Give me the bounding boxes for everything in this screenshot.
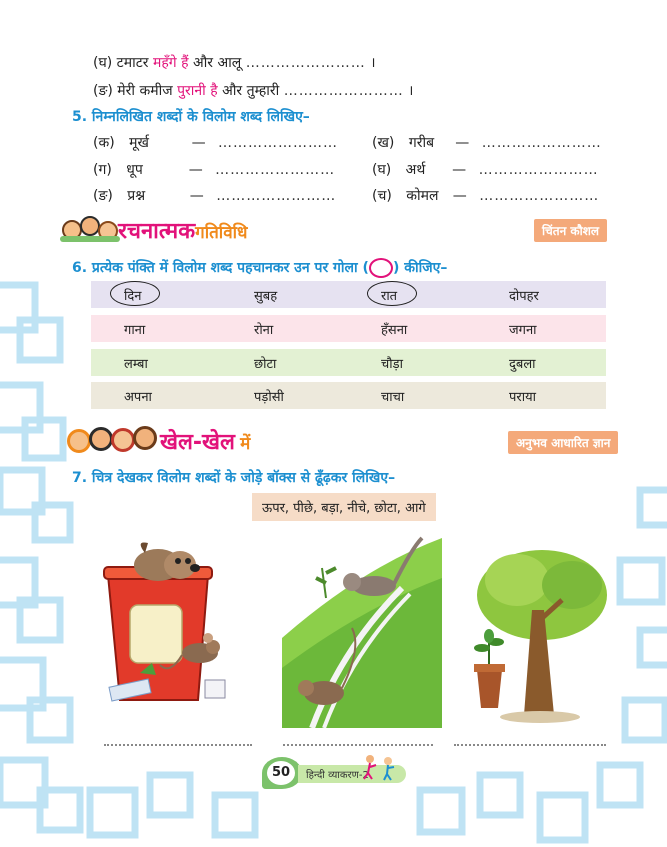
children-faces-illustration [65,423,155,453]
answer-blank[interactable]: …………………… [479,188,600,204]
q6-row [91,382,606,409]
q5-item-ga [93,160,335,179]
q6-word[interactable]: पड़ोसी [254,390,284,405]
q6-word[interactable]: पराया [509,390,536,405]
item-label: (ङ) [93,188,113,204]
q5-item-ka [93,133,338,152]
creative-activity-banner [118,215,248,245]
item-label: (घ) [372,162,392,178]
item-label: (घ) [93,55,113,71]
answer-blank[interactable]: …………………… [283,83,404,99]
q7-heading: 7. चित्र देखकर विलोम शब्दों के जोड़े बॉक्स से ढूँढ़कर लिखिए– [72,470,396,486]
dog-in-bucket-illustration [100,535,250,715]
q6-row [91,349,606,376]
play-learn-banner [160,426,250,456]
dash: — [188,162,203,178]
item-highlight: पुरानी है [177,83,218,99]
answer-line-1[interactable] [104,744,252,746]
q6-heading-end: ) कीजिए– [392,260,448,276]
banner-title: रचनात्मक [118,219,196,244]
item-label: (च) [372,188,392,204]
item-word: कोमल [406,188,439,204]
item-text: मेरी कमीज [117,83,173,99]
full-stop: । [408,83,414,99]
cat-mouse-slope-illustration [282,528,442,728]
dash: — [191,135,206,151]
item-text: और आलू [192,55,242,71]
item-word: गरीब [408,135,435,151]
q6-word[interactable]: सुबह [254,289,278,304]
answer-blank[interactable]: …………………… [481,135,602,151]
dash: — [455,135,470,151]
q5-item-cha [372,186,599,205]
answer-blank[interactable]: …………………… [216,188,337,204]
q4-item-nga [93,81,413,100]
q5-item-gha [372,160,599,179]
circled-answer-mark [367,281,417,306]
page-number-badge [262,757,302,789]
q6-word[interactable]: रोना [254,323,274,338]
answer-line-2[interactable] [283,744,433,746]
q6-word[interactable]: छोटा [254,357,277,372]
book-title: हिन्दी व्याकरण-2 [306,770,369,781]
tree-and-plant-illustration [462,540,612,725]
q6-word[interactable]: दुबला [509,357,536,372]
q5-item-kha [372,133,602,152]
item-label: (क) [93,135,115,151]
page-number: 50 [267,761,295,785]
thinking-skill-tag: चिंतन कौशल [534,219,607,242]
q6-row [91,281,606,308]
q6-word[interactable]: दोपहर [509,289,539,304]
item-highlight: महँगे हैं [152,55,189,71]
running-children-icon [360,753,400,781]
q6-word[interactable]: रात [381,289,398,304]
item-word: मूर्ख [129,135,149,151]
item-label: (ग) [93,162,112,178]
banner-subtitle: में [240,434,251,454]
item-label: (ख) [372,135,395,151]
q6-word[interactable]: गाना [124,323,146,338]
q6-word[interactable]: अपना [124,390,152,405]
item-text: और तुम्हारी [222,83,280,99]
circle-icon [369,258,393,278]
circled-answer-mark [110,281,160,306]
q4-item-gha [93,53,376,72]
q6-word[interactable]: चौड़ा [381,357,403,372]
item-word: धूप [126,162,143,178]
q5-heading: 5. निम्नलिखित शब्दों के विलोम शब्द लिखिए– [72,109,310,125]
item-word: प्रश्न [127,188,146,204]
q6-word[interactable]: लम्बा [124,357,148,372]
banner-subtitle: गतिविधि [195,223,248,243]
full-stop: । [370,55,376,71]
q5-item-nga [93,186,336,205]
answer-blank[interactable]: …………………… [215,162,336,178]
dash: — [189,188,204,204]
item-word: अर्थ [405,162,426,178]
answer-blank[interactable]: …………………… [218,135,339,151]
item-text: टमाटर [116,55,149,71]
dash: — [452,188,467,204]
q6-word[interactable]: दिन [124,289,142,304]
word-box: ऊपर, पीछे, बड़ा, नीचे, छोटा, आगे [252,493,436,521]
answer-blank[interactable]: …………………… [245,55,366,71]
banner-title: खेल-खेल [160,430,235,455]
q6-heading [72,258,447,278]
q6-row [91,315,606,342]
dash: — [452,162,467,178]
q6-word[interactable]: हँसना [381,323,408,338]
kids-reading-illustration [60,212,120,242]
q6-word[interactable]: जगना [509,323,537,338]
answer-line-3[interactable] [454,744,606,746]
q6-word[interactable]: चाचा [381,390,405,405]
item-label: (ङ) [93,83,113,99]
q6-heading-text: 6. प्रत्येक पंक्ति में विलोम शब्द पहचानकर उन पर गोला ( [72,260,369,276]
experience-knowledge-tag: अनुभव आधारित ज्ञान [508,431,618,454]
answer-blank[interactable]: …………………… [478,162,599,178]
